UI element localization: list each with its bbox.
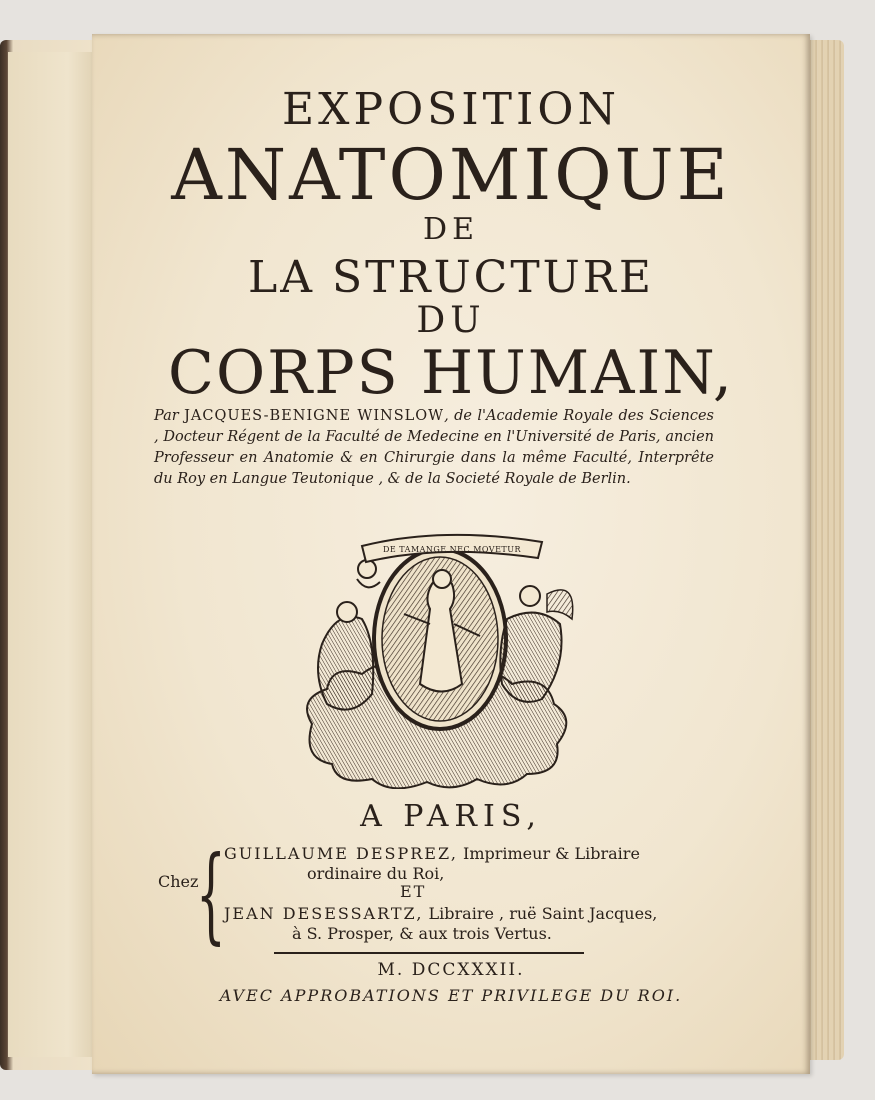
title-corps-humain: CORPS HUMAIN, [168,338,734,408]
publisher-1-role: Imprimeur & Libraire [457,844,640,863]
imprint-city: A PARIS, [360,799,542,834]
publisher-1-name: GUILLAUME DESPREZ, [224,844,458,863]
publisher-2 [224,904,657,923]
brace-glyph: { [196,833,226,955]
title-du: DU [416,300,486,341]
author-prefix: Par [154,408,185,424]
privilege-line: AVEC APPROBATIONS ET PRIVILEGE DU ROI. [219,986,683,1005]
publication-year: M. DCCXXXII. [377,960,525,980]
printers-emblem-engraving [292,524,582,789]
author-credits [154,406,714,490]
publisher-2-address: à S. Prosper, & aux trois Vertus. [292,924,552,943]
emblem-motto: DE TAMANGE NEC MOVETUR [382,545,522,554]
publisher-1 [224,844,640,863]
title-de: DE [423,212,479,247]
publisher-1-role-line2: ordinaire du Roi, [307,864,445,883]
divider-rule [274,952,584,954]
publisher-2-name: JEAN DESESSARTZ, [224,904,424,923]
author-description: , de l'Academie Royale des Sciences , Docteur Régent de la Faculté de Medecine en l'Université de Paris, ancien Professeur en Anatomie & en Chirurgie dans la même Faculté, Interprête du Roy en Langue Teutonique , & de la Societé Royale de Berlin. [154,408,714,487]
title-structure: LA STRUCTURE [247,252,655,303]
title-page [92,34,810,1074]
title-exposition: EXPOSITION [282,84,620,135]
conjunction-et: ET [400,882,427,901]
author-name: JACQUES-BENIGNE WINSLOW [184,408,445,424]
title-anatomique: ANATOMIQUE [171,134,731,216]
chez-label: Chez [158,872,199,891]
publisher-2-role: Libraire , ruë Saint Jacques, [423,904,658,923]
